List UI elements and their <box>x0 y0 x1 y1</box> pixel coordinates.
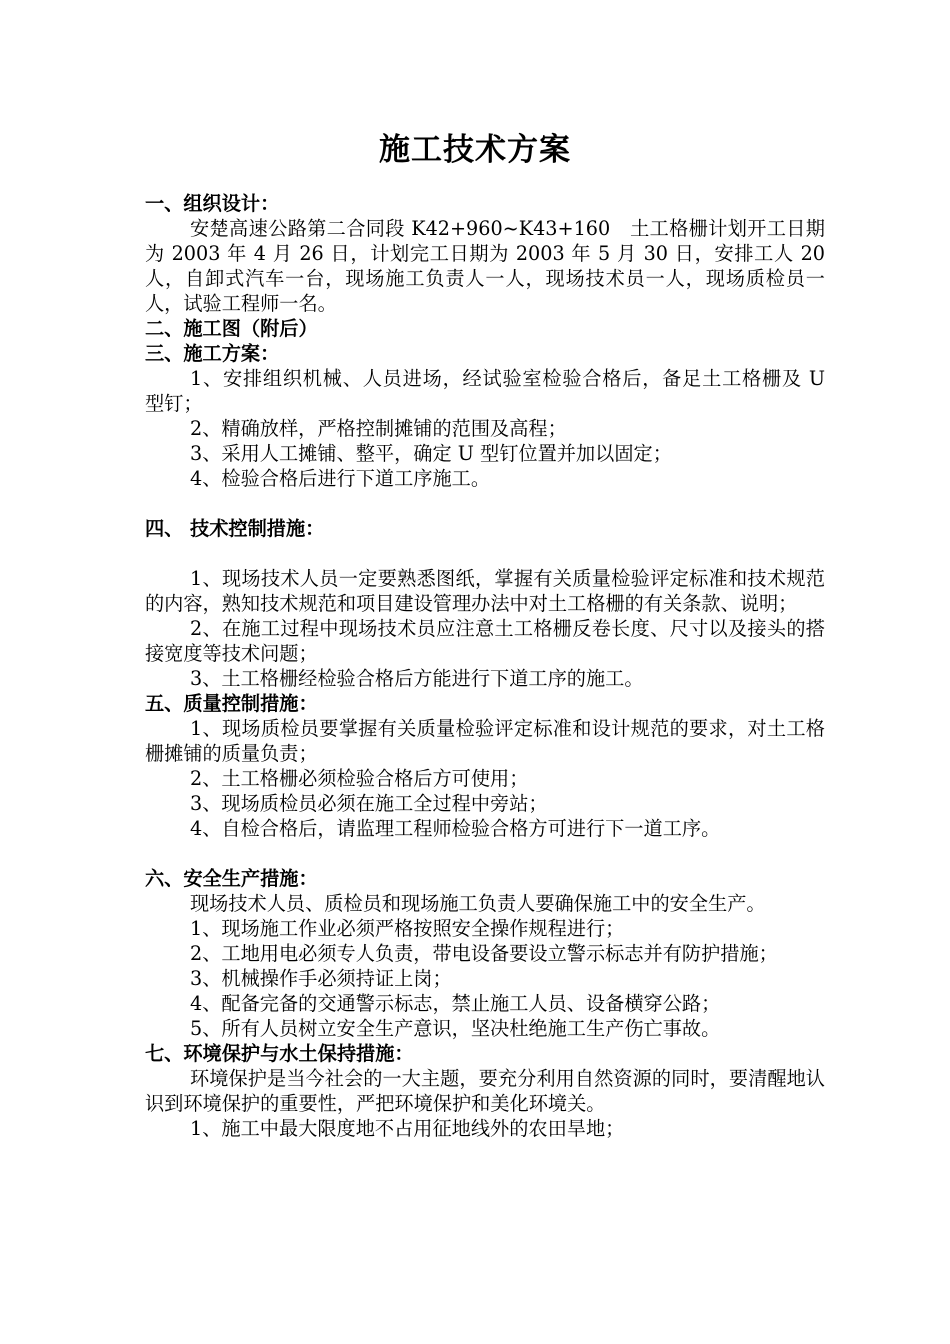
section-paragraph: 3、现场质检员必须在施工全过程中旁站； <box>190 792 548 815</box>
document-body <box>145 191 825 1141</box>
section-heading: 六、安全生产措施： <box>145 867 318 890</box>
section-paragraph: 2、土工格栅必须检验合格后方可使用； <box>190 767 529 790</box>
document-title: 施工技术方案 <box>379 132 571 168</box>
section-paragraph: 1、安排组织机械、人员进场，经试验室检验合格后，备足土工格栅及 U 型钉； <box>145 367 825 415</box>
section-heading: 七、环境保护与水土保持措施： <box>145 1042 414 1065</box>
section-environmental-protection <box>145 1041 825 1141</box>
section-paragraph: 1、施工中最大限度地不占用征地线外的农田旱地； <box>190 1117 625 1140</box>
section-heading: 四、 技术控制措施： <box>145 517 325 540</box>
section-technical-control <box>145 516 825 691</box>
section-paragraph: 安楚高速公路第二合同段 K42+960~K43+160 土工格栅计划开工日期为 2003 年 4 月 26 日，计划完工日期为 2003 年 5 月 30 日，安排工人 20 人，自卸式汽车一台，现场施工负责人一人，现场技术员一人，现场质检员一人，试验工程师一名。 <box>145 217 825 315</box>
section-paragraph: 4、自检合格后，请监理工程师检验合格方可进行下一道工序。 <box>190 817 721 840</box>
section-heading: 二、施工图（附后） <box>145 317 318 340</box>
blank-line <box>145 841 825 866</box>
section-heading: 五、质量控制措施： <box>145 692 318 715</box>
section-paragraph: 3、土工格栅经检验合格后方能进行下道工序的施工。 <box>190 667 644 690</box>
section-paragraph: 2、工地用电必须专人负责，带电设备要设立警示标志并有防护措施； <box>190 942 778 965</box>
section-paragraph: 2、精确放样，严格控制摊铺的范围及高程； <box>190 417 567 440</box>
section-organization-design <box>145 191 825 316</box>
section-paragraph: 环境保护是当今社会的一大主题，要充分利用自然资源的同时，要清醒地认识到环境保护的重要性，严把环境保护和美化环境关。 <box>145 1067 825 1115</box>
section-heading: 一、组织设计： <box>145 192 280 215</box>
section-paragraph: 1、现场施工作业必须严格按照安全操作规程进行； <box>190 917 625 940</box>
section-paragraph: 4、配备完备的交通警示标志，禁止施工人员、设备横穿公路； <box>190 992 721 1015</box>
section-paragraph: 1、现场技术人员一定要熟悉图纸，掌握有关质量检验评定标准和技术规范的内容，熟知技术规范和项目建设管理办法中对土工格栅的有关条款、说明； <box>145 567 825 615</box>
section-paragraph: 3、机械操作手必须持证上岗； <box>190 967 452 990</box>
section-paragraph: 4、检验合格后进行下道工序施工。 <box>190 467 491 490</box>
section-paragraph: 1、现场质检员要掌握有关质量检验评定标准和设计规范的要求，对土工格栅摊铺的质量负责； <box>145 717 825 765</box>
blank-line <box>145 541 825 566</box>
section-paragraph: 5、所有人员树立安全生产意识，坚决杜绝施工生产伤亡事故。 <box>190 1017 721 1040</box>
section-heading: 三、施工方案： <box>145 342 280 365</box>
section-paragraph: 3、采用人工摊铺、整平，确定 U 型钉位置并加以固定； <box>190 442 672 465</box>
section-quality-control <box>145 691 825 841</box>
section-paragraph: 2、在施工过程中现场技术员应注意土工格栅反卷长度、尺寸以及接头的搭接宽度等技术问题； <box>145 617 825 665</box>
section-construction-drawing <box>145 316 825 341</box>
blank-line <box>145 491 825 516</box>
section-construction-plan <box>145 341 825 491</box>
section-safety-production <box>145 866 825 1041</box>
section-paragraph: 现场技术人员、质检员和现场施工负责人要确保施工中的安全生产。 <box>190 892 766 915</box>
